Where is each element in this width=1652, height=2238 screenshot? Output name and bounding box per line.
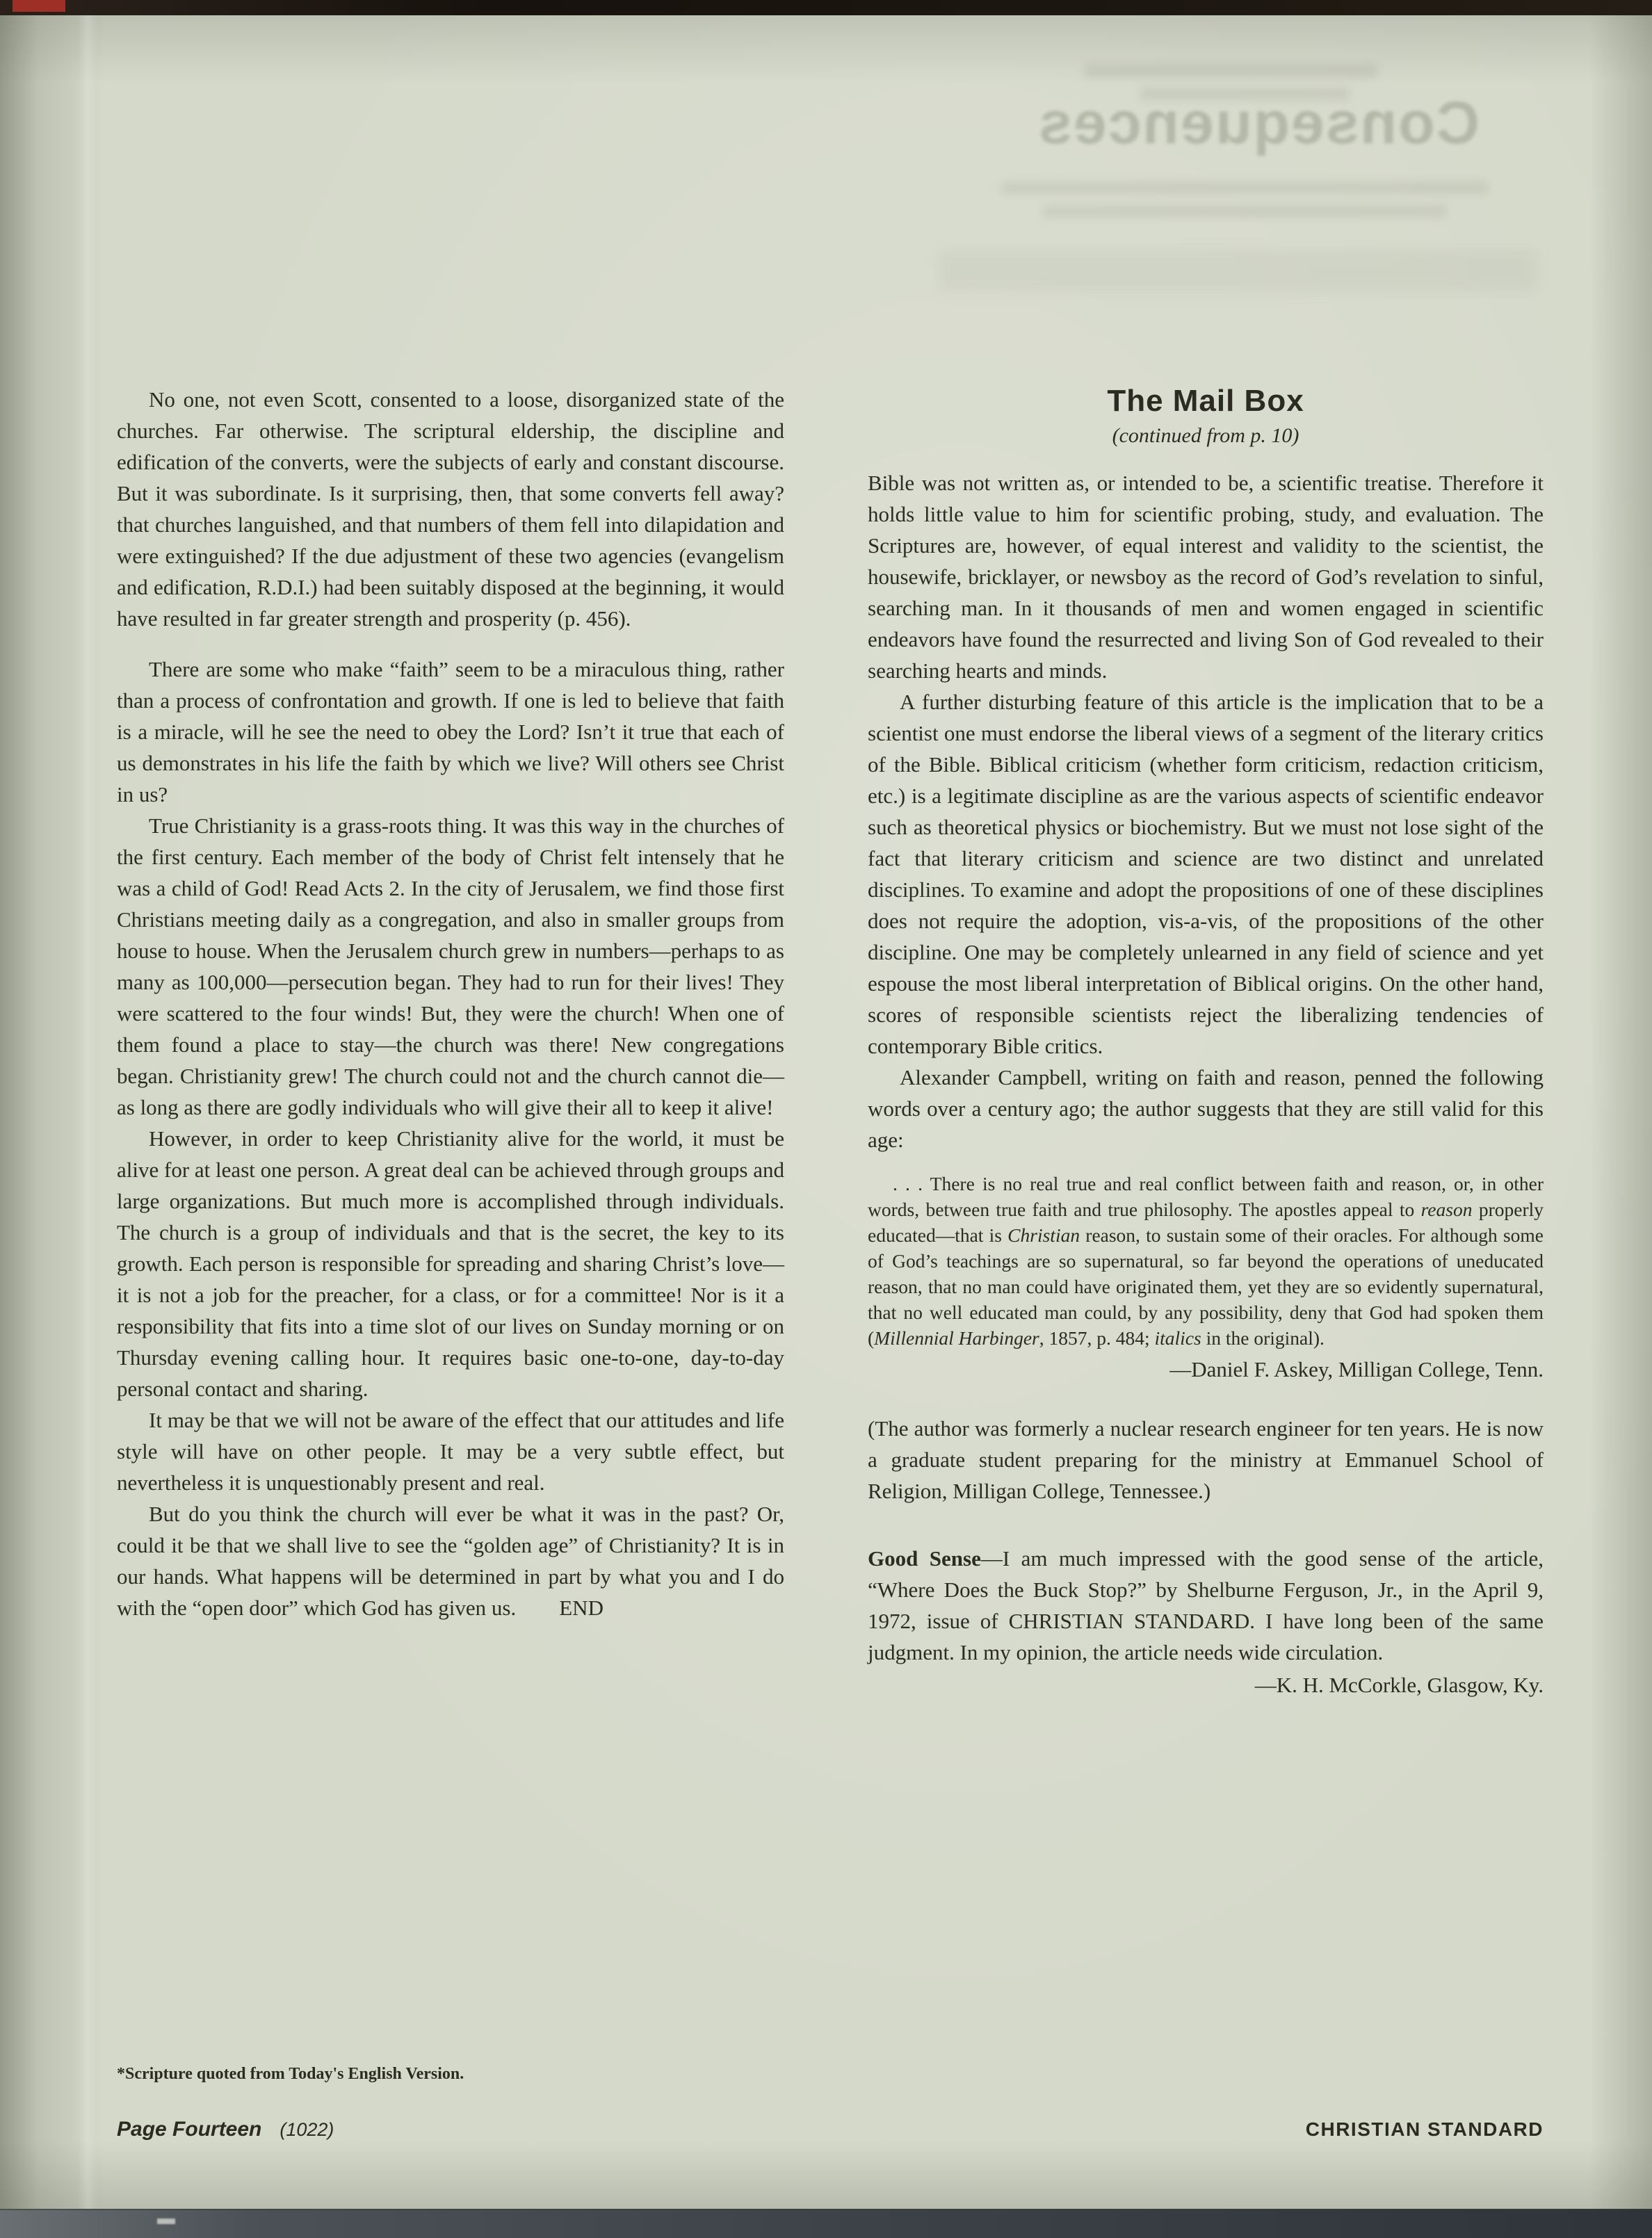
page-body [117,384,1544,2084]
scan-bottom-edge [0,2209,1652,2238]
scan-bottom-mark [157,2219,175,2224]
left-column-text [117,384,784,1623]
quote-attribution: —Daniel F. Askey, Milligan College, Tenn. [1169,1357,1544,1381]
paragraph: However, in order to keep Christianity alive for the world, it must be alive for at least one person. A great deal can be achieved through groups and large organizations. But much more is accomplished through individuals. The church is a group of individuals and that is the secret, the key to its growth. Each person is responsible for spreading and sharing Christ’s love—it is not a job for the preacher, for a class, or for a committee! Nor is it a responsibility that fits into a time slot of our lives on Sunday morning or on Thursday evening calling hour. It requires basic one-to-one, day-to-day personal contact and sharing. [117,1126,784,1401]
footnote: *Scripture quoted from Today's English Version. [117,2065,464,2083]
paragraph: But do you think the church will ever be what it was in the past? Or, could it be that we shall live to see the “golden age” of Christianity? It is in our hands. What happens will be determined in part by what you and I do with the “open door” which God has given us. END [117,1502,784,1620]
bleed-through-smudge [1085,64,1377,78]
bleed-through-text: Consequences [1037,90,1480,156]
paragraph: True Christianity is a grass-roots thing. It was this way in the churches of the first century. Each member of the body of Christ felt intensely that he was a child of God! Read Acts 2. In the city of Jerusalem, we find those first Christians meeting daily as a congregation, and also in smaller groups from house to house. When the Jerusalem church grew in numbers—perhaps to as many as 100,000—persecution began. They had to run for their lives! They were scattered to the four winds! But, they were the church! When one of them found a place to stay—the church was there! New congregations began. Christianity grew! The church could not and the church cannot die—as long as there are godly individuals who will give their all to keep it alive! [117,813,784,1119]
letter-good-sense: Good Sense—I am much impressed with the good sense of the article, “Where Does the Buck Stop?” by Shelburne Ferguson, Jr., in the April 9, 1972, issue of CHRISTIAN STANDARD. I have long been of the same judgment. In my opinion, the article needs wide circulation. [868,1546,1544,1664]
bleed-through-smudge [1043,206,1446,217]
letter-attribution: —K. H. McCorkle, Glasgow, Ky. [1254,1673,1544,1697]
scan-top-edge [0,0,1652,15]
bleed-through-smudge [939,250,1537,292]
right-column [868,384,1544,2084]
paragraph: Bible was not written as, or intended to be, a scientific treatise. Therefore it holds little value to him for scientific probing, study, and evaluation. The Scriptures are, however, of equal interest and validity to the scientist, the housewife, bricklayer, or newsboy as the record of God’s revelation to sinful, searching man. In it thousands of men and women engaged in scientific endeavors have found the resurrected and living Son of God revealed to their searching hearts and minds. [868,471,1544,683]
paragraph: A further disturbing feature of this article is the implication that to be a scientist one must endorse the liberal views of a segment of the literary critics of the Bible. Biblical criticism (whether form criticism, redaction criticism, etc.) is a legitimate discipline as are the various aspects of scientific endeavor such as theoretical physics or biochemistry. But we must not lose sight of the fact that literary criticism and science are two distinct and unrelated disciplines. To examine and adopt the propositions of one of these disciplines does not require the adoption, vis-a-vis, of the propositions of the other discipline. One may be completely unlearned in any field of science and yet espouse the most liberal interpretation of Biblical origins. On the other hand, scores of responsible scientists reject the liberalizing tendencies of contemporary Bible critics. [868,690,1544,1058]
page-number: (1022) [280,2119,334,2140]
footer-left [117,2118,334,2141]
author-note: (The author was formerly a nuclear research engineer for ten years. He is now a graduate student preparing for the ministry at Emmanuel School of Religion, Milligan College, Tennessee.) [868,1416,1544,1503]
page-footer [117,2118,1544,2141]
paper-fold-streak [78,0,97,2238]
campbell-quote: . . . There is no real true and real conflict between faith and reason, or, in other words, between true faith and true philosophy. The apostles appeal to reason properly educated—that is Christian reason, to sustain some of their oracles. For although some of God’s teachings are so supernatural, so far beyond the operations of uneducated reason, that no man could have originated them, yet they are so evidently supernatural, that no well educated man could, by any possibility, deny that God had spoken them (Millennial Harbinger, 1857, p. 484; italics in the original). [868,1173,1544,1349]
page-label: Page Fourteen [117,2118,262,2141]
magazine-name: CHRISTIAN STANDARD [1305,2118,1544,2140]
paragraph: It may be that we will not be aware of the effect that our attitudes and life style will have on other people. It may be a very subtle effect, but nevertheless it is unquestionably present and real. [117,1408,784,1495]
scan-red-mark [13,0,65,12]
mailbox-continued-note: (continued from p. 10) [1112,424,1299,447]
paragraph: There are some who make “faith” seem to be a miraculous thing, rather than a process of confrontation and growth. If one is led to believe that faith is a miracle, will he see the need to obey the Lord? Isn’t it true that each of us demonstrates in his life the faith by which we live? Will others see Christ in us? [117,657,784,806]
campbell-intro-paragraph: Alexander Campbell, writing on faith and reason, penned the following words over a century ago; the author suggests that they are still valid for this age: [868,1065,1544,1152]
paragraph: No one, not even Scott, consented to a loose, disorganized state of the churches. Far otherwise. The scriptural eldership, the discipline and edification of the converts, were the subjects of early and constant discourse. But it was subordinate. Is it surprising, then, that some converts fell away? that churches languished, and that numbers of them fell into dilapidation and were extinguished? If the due adjustment of these two agencies (evangelism and edification, R.D.I.) had been suitably disposed at the beginning, it would have resulted in far greater strength and prosperity (p. 456). [117,387,784,631]
left-column [117,384,784,2084]
mailbox-text [868,467,1544,1062]
bleed-through-smudge [1001,182,1488,193]
mailbox-heading: The Mail Box [1107,384,1304,418]
